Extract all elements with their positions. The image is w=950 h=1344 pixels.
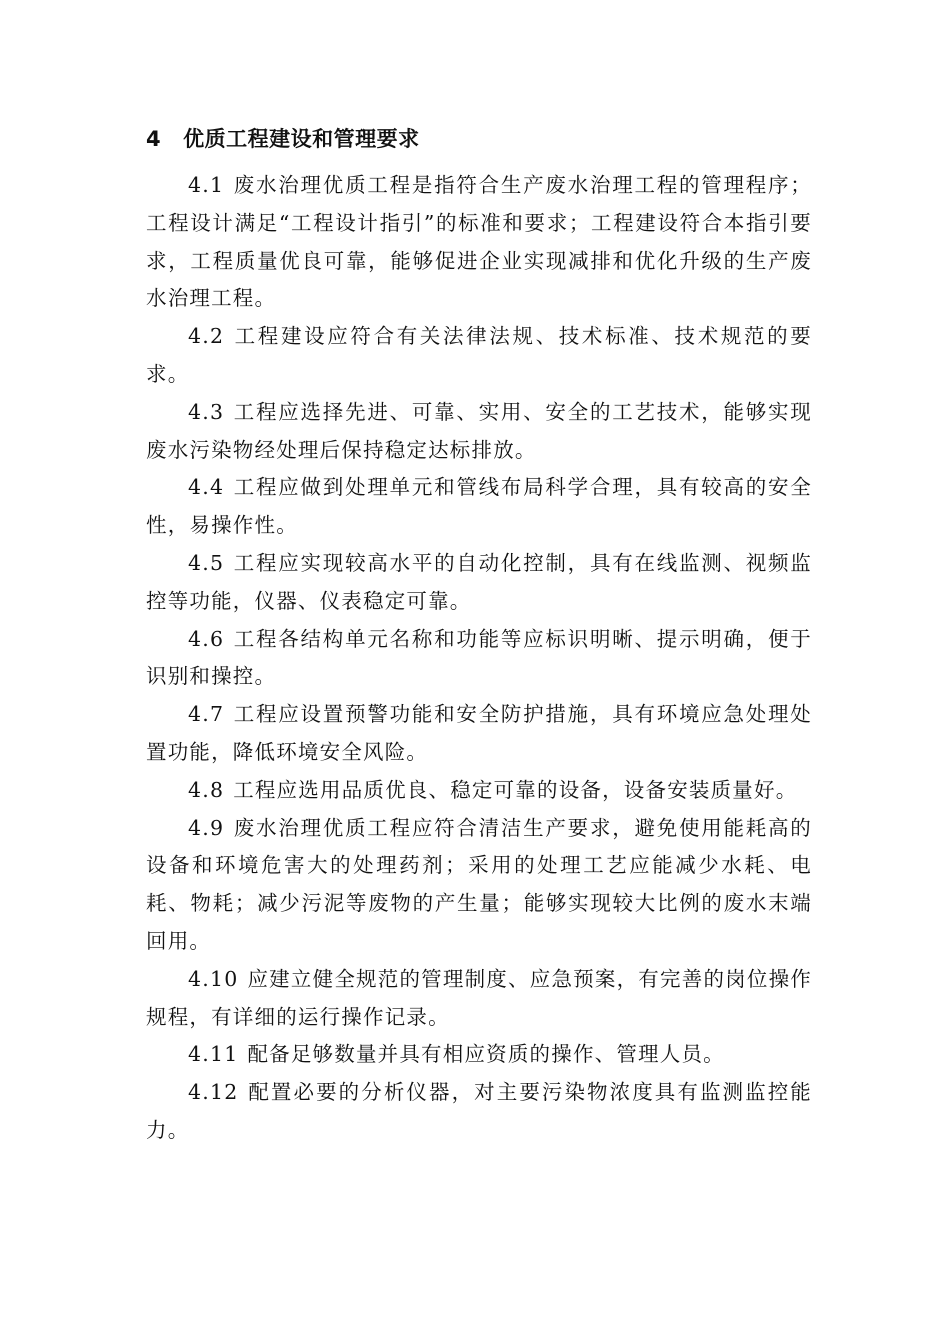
- clause-number: 4.12: [188, 1080, 239, 1105]
- clause-4-5: [146, 545, 812, 621]
- clause-4-12: [146, 1074, 812, 1150]
- clause-text: 废水治理优质工程应符合清洁生产要求，避免使用能耗高的设备和环境危害大的处理药剂；采用的处理工艺应能减少水耗、电耗、物耗；减少污泥等废物的产生量；能够实现较大比例的废水末端回用。: [146, 815, 812, 953]
- clause-number: 4.4: [188, 475, 225, 500]
- clause-text: 工程应设置预警功能和安全防护措施，具有环境应急处理处置功能，降低环境安全风险。: [146, 702, 812, 764]
- clause-text: 配备足够数量并具有相应资质的操作、管理人员。: [247, 1042, 725, 1067]
- clause-text: 工程应选择先进、可靠、实用、安全的工艺技术，能够实现废水污染物经处理后保持稳定达标排放。: [146, 399, 812, 462]
- clause-text: 工程各结构单元名称和功能等应标识明晰、提示明确，便于识别和操控。: [146, 626, 812, 689]
- clause-4-11: [146, 1036, 812, 1074]
- clause-number: 4.7: [188, 702, 225, 727]
- clause-4-2: [146, 318, 812, 394]
- clause-text: 工程应选用品质优良、稳定可靠的设备，设备安装质量好。: [233, 777, 798, 802]
- clause-number: 4.8: [188, 777, 225, 802]
- clause-number: 4.2: [188, 324, 225, 349]
- clause-4-4: [146, 469, 812, 545]
- clause-text: 工程应实现较高水平的自动化控制，具有在线监测、视频监控等功能，仪器、仪表稳定可靠。: [146, 550, 812, 613]
- clause-text: 配置必要的分析仪器，对主要污染物浓度具有监测监控能力。: [146, 1080, 812, 1142]
- clause-number: 4.9: [188, 815, 225, 840]
- clause-text: 废水治理优质工程是指符合生产废水治理工程的管理程序；工程设计满足“工程设计指引”的标准和要求；工程建设符合本指引要求，工程质量优良可靠，能够促进企业实现减排和优化升级的生产废水治理工程。: [146, 173, 812, 311]
- clause-number: 4.10: [188, 966, 239, 991]
- clause-4-7: [146, 696, 812, 772]
- clause-4-3: [146, 394, 812, 470]
- clause-number: 4.5: [188, 550, 225, 575]
- clause-text: 工程应做到处理单元和管线布局科学合理，具有较高的安全性，易操作性。: [146, 475, 812, 538]
- clause-4-8: [146, 772, 812, 810]
- section-title: 优质工程建设和管理要求: [183, 127, 420, 151]
- clause-number: 4.6: [188, 626, 225, 651]
- clause-number: 4.1: [188, 173, 225, 197]
- section-heading: [146, 124, 812, 154]
- clause-number: 4.3: [188, 399, 225, 424]
- clause-4-9: [146, 810, 812, 961]
- clause-text: 应建立健全规范的管理制度、应急预案，有完善的岗位操作规程，有详细的运行操作记录。: [146, 966, 812, 1029]
- section-number: 4: [146, 127, 162, 151]
- clause-4-6: [146, 621, 812, 697]
- clause-4-10: [146, 961, 812, 1037]
- document-body: [146, 124, 812, 1150]
- clause-number: 4.11: [188, 1042, 239, 1067]
- clause-text: 工程建设应符合有关法律法规、技术标准、技术规范的要求。: [146, 324, 812, 386]
- clause-4-1: [146, 167, 812, 318]
